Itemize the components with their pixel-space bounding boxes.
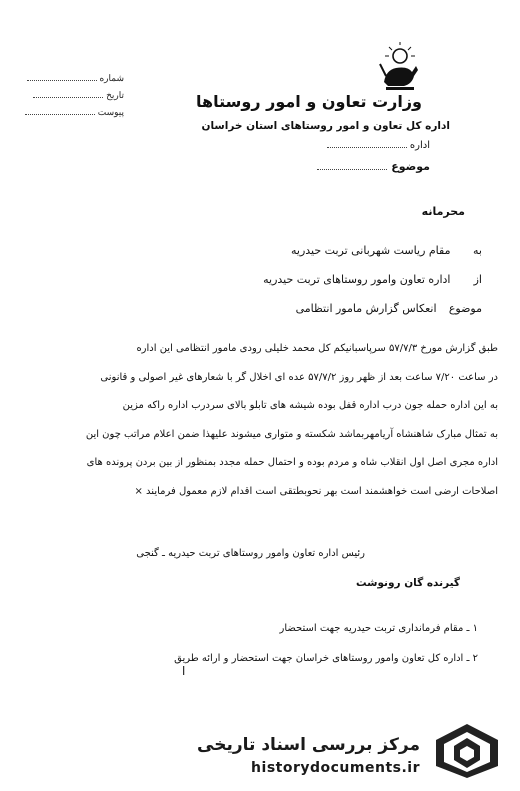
lion-and-sun-emblem-icon (378, 42, 420, 92)
footer-url: historydocuments.ir (251, 760, 420, 776)
signature-line: رئیس اداره تعاون وامور روستاهای تربت حیدریه ـ گنجی (136, 548, 365, 559)
margin-mark: ا (182, 664, 186, 678)
from-label: از (473, 273, 482, 286)
number-row (14, 74, 124, 91)
date-label: تاریخ (106, 91, 124, 101)
subject-field (317, 160, 430, 173)
subject-row (296, 302, 482, 315)
to-label: به (473, 244, 482, 257)
date-row (14, 91, 124, 108)
to-value: مقام ریاست شهربانی تربت حیدریه (290, 244, 451, 257)
from-value: اداره تعاون وامور روستاهای تربت حیدریه (263, 273, 451, 286)
from-row (263, 273, 482, 286)
attachment-row (14, 108, 124, 125)
recipient-item: ۱ ـ مقام فرمانداری تربت حیدریه جهت استحضار (279, 623, 478, 634)
body-line: طبق گزارش مورخ ۵۷/۷/۳ سرپاسبانیکم کل محمد خلیلی رودی مامور انتظامی این اداره (136, 343, 498, 354)
recipient-item: ۲ ـ اداره کل تعاون وامور روستاهای خراسان جهت استحضار و ارائه طریق (174, 653, 478, 664)
recipients-title: گیرنده گان رونوشت (356, 577, 460, 589)
office-title: اداره کل تعاون و امور روستاهای استان خراسان (201, 120, 450, 132)
body-line: به این اداره حمله جون درب اداره قفل بوده شیشه های تابلو بالای سردرب اداره راکه مزین (122, 400, 498, 411)
ministry-title: وزارت تعاون و امور روستاها (196, 92, 422, 111)
department-field (327, 140, 430, 151)
department-label: اداره (409, 140, 430, 151)
reference-block (14, 74, 124, 125)
subject-row-value: انعکاس گزارش مامور انتظامی (295, 302, 437, 315)
footer-title: مرکز بررسی اسناد تاریخی (197, 735, 420, 755)
classification-label: محرمانه (421, 205, 465, 218)
subject-label: موضوع (391, 160, 430, 173)
letter-body (18, 335, 498, 506)
attachment-label: پیوست (97, 108, 124, 118)
history-documents-logo-icon (432, 722, 502, 780)
to-row (291, 244, 482, 257)
body-line: در ساعت ۷/۲۰ ساعت بعد از ظهر روز ۵۷/۷/۲ عده ای اخلال گر با شعارهای غیر اصولی و قانونی (100, 371, 498, 383)
number-label: شماره (99, 74, 124, 84)
body-line: به تمثال مبارک شاهنشاه آریامهربماشد شکسته و متواری میشوند علیهذا ضمن اعلام مراتب چون این (85, 428, 498, 440)
body-line: اداره مجری اصل اول انقلاب شاه و مردم بوده و احتمال حمله مجدد بمنظور از بین بردن پرونده های (86, 457, 498, 468)
body-line: اصلاحات ارضی است خواهشمند است بهر نحوبطتقی است اقدام لازم معمول فرمایند × (134, 485, 498, 497)
subject-row-label: موضوع (448, 302, 482, 315)
